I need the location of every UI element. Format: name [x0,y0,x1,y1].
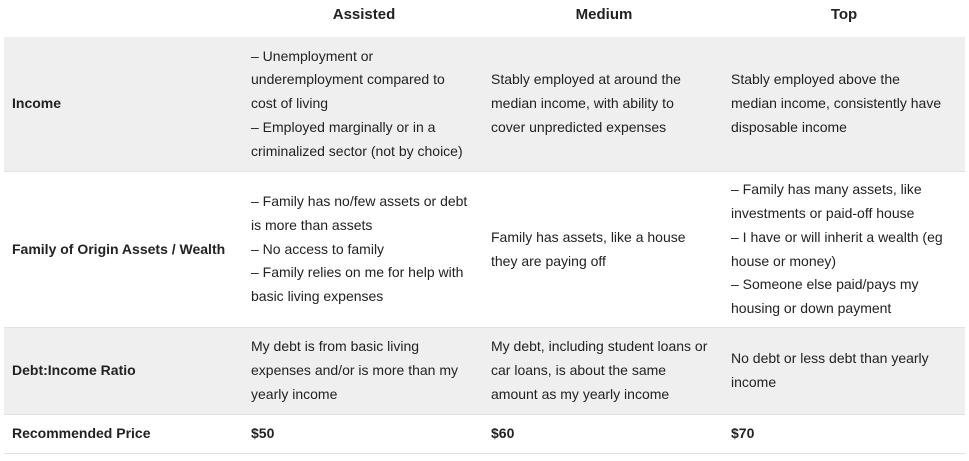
cell-text-line: $50 [251,425,275,442]
cell-text-line: – No access to family [251,240,385,257]
cell-text-line: amount as my yearly income [491,385,670,402]
cell-text-line: – Employed marginally or in a [251,118,436,135]
cell-text-line: Stably employed at around the [491,71,681,88]
row-label-family-assets: Family of Origin Assets / Wealth [12,240,226,257]
cell-debt-income-medium [491,328,723,414]
table-row-recommended-price [4,415,965,454]
column-header-assisted: Assisted [332,6,396,23]
cell-text-line: – Unemployment or [251,47,374,64]
cell-text-line: cost of living [251,95,329,112]
row-label-income: Income [12,95,62,112]
cell-text-line: house or money) [731,252,837,269]
column-header-medium: Medium [575,6,633,23]
cell-text-line: basic living expenses [251,288,384,305]
cell-debt-income-assisted [251,328,479,414]
cell-text-line: income [731,374,777,390]
cell-text-line: – I have or will inherit a wealth (eg [731,228,943,245]
row-label-debt-income: Debt:Income Ratio [12,362,136,379]
cell-text-line: investments or paid-off house [731,205,915,222]
cell-text-line: expenses and/or is more than my [251,362,458,379]
cell-text-line: $60 [491,425,515,442]
cell-text-line: – Someone else paid/pays my [731,276,919,293]
cell-text-line: is more than assets [251,216,373,233]
cell-text-line: median income, with ability to [491,95,674,112]
cell-text-line: Stably employed above the [731,71,900,88]
cell-family-assets-assisted [251,172,479,327]
cell-text-line: – Family has many assets, like [731,181,922,198]
price-medium [491,415,723,453]
cell-text-line: No debt or less debt than yearly [731,350,929,367]
cell-family-assets-top [731,172,957,327]
cell-debt-income-top [731,328,957,414]
table-row-family-assets [4,172,965,328]
cell-text-line: yearly income [251,385,338,402]
cell-income-medium [491,37,723,171]
cell-text-line: – Family has no/few assets or debt [251,193,468,210]
cell-text-line: Family has assets, like a house [491,228,686,245]
cell-text-line: $70 [731,425,755,442]
cell-family-assets-medium [491,172,723,327]
cell-text-line: cover unpredicted expenses [491,118,667,135]
cell-text-line: My debt, including student loans or [491,338,708,355]
cell-text-line: underemployment compared to [251,71,445,88]
cell-text-line: car loans, is about the same [491,362,667,379]
cell-text-line: My debt is from basic living [251,338,420,355]
cell-text-line: disposable income [731,118,847,135]
price-top [731,415,957,453]
cell-income-assisted [251,37,479,171]
price-assisted [251,415,479,453]
row-label-recommended-price: Recommended Price [12,425,151,442]
table-row-income [4,37,965,172]
column-header-top: Top [830,6,858,23]
cell-text-line: criminalized sector (not by choice) [251,142,463,159]
cell-text-line: housing or down payment [731,299,892,316]
table-row-debt-income [4,328,965,415]
cell-text-line: they are paying off [491,252,606,269]
cell-text-line: – Family relies on me for help with [251,264,464,281]
cell-text-line: median income, consistently have [731,95,942,112]
cell-income-top [731,37,957,171]
table-header-row [0,0,969,36]
